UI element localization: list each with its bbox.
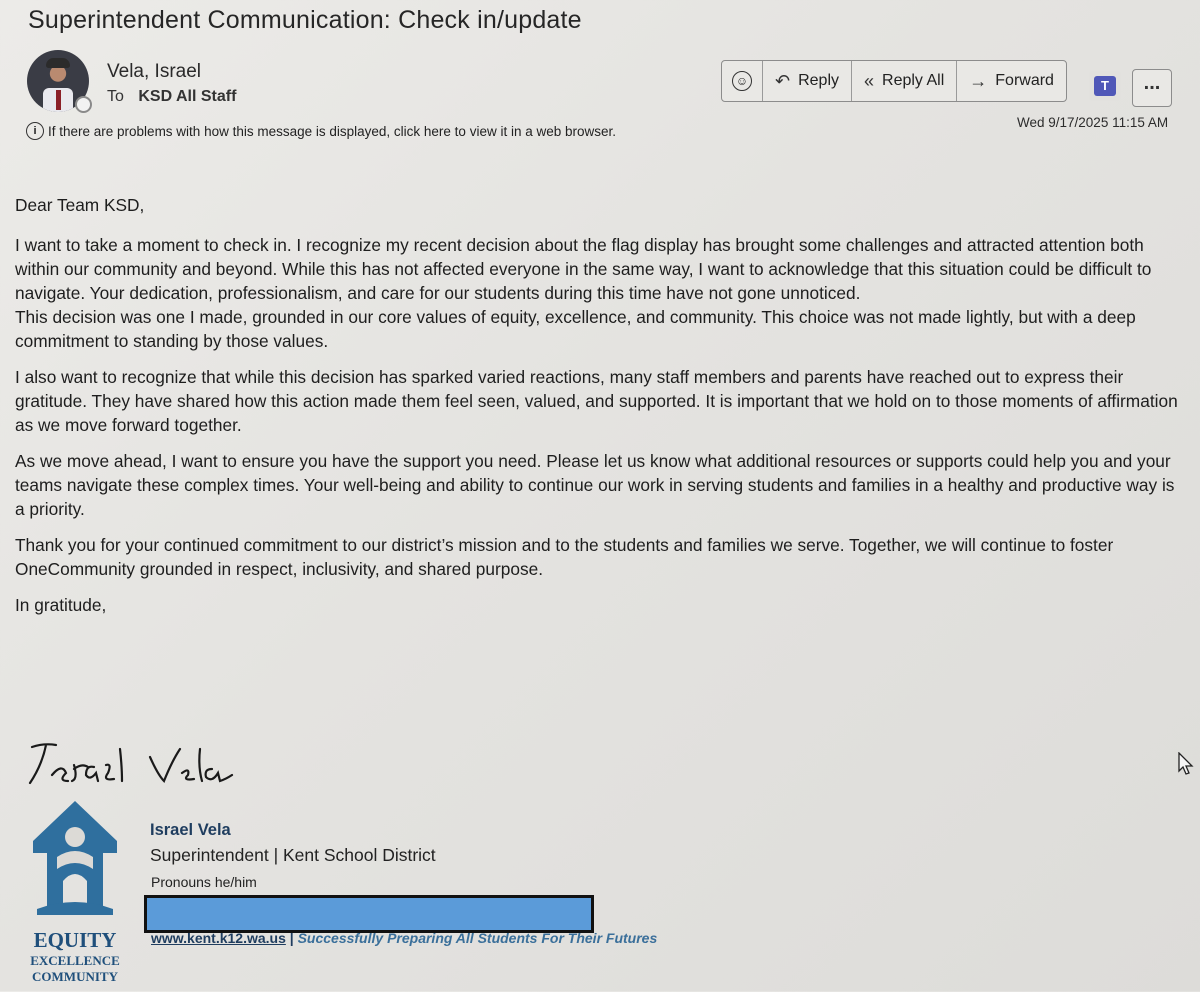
reply-all-label: Reply All [882, 72, 945, 89]
forward-button[interactable] [957, 61, 1066, 101]
forward-icon: → [969, 70, 988, 91]
mouse-cursor-icon [1178, 752, 1194, 776]
presence-status-icon [75, 96, 92, 113]
signature-links [151, 930, 657, 946]
sent-timestamp: Wed 9/17/2025 11:15 AM [1017, 115, 1169, 130]
logo-text-excellence: EXCELLENCE [30, 953, 120, 968]
greeting: Dear Team KSD, [15, 195, 145, 215]
reply-button[interactable] [763, 61, 852, 101]
to-label: To [107, 88, 124, 105]
recipient-line [107, 88, 236, 106]
district-tagline: Successfully Preparing All Students For Their Futures [297, 930, 658, 946]
reply-label: Reply [798, 72, 839, 89]
signature-pronouns: Pronouns he/him [151, 874, 257, 890]
district-logo [27, 797, 123, 982]
logo-text-equity: EQUITY [33, 928, 117, 952]
signature-title: Superintendent | Kent School District [150, 845, 436, 865]
district-website-link[interactable]: www.kent.k12.wa.us [151, 930, 286, 946]
body-paragraph: Thank you for your continued commitment to our district’s mission and to the students and families we serve. Together, we will continue to foster OneCommunity grounded in respect, inclusivity, and shared purpose. [15, 535, 1114, 579]
body-paragraph: I also want to recognize that while this decision has sparked varied reactions, many staff members and parents have reached out to express their gratitude. They have shared how this action made them feel seen, valued, and supported. It is important that we hold on to those moments of affirmation as we move forward together. [15, 367, 1178, 435]
smiley-icon: ☺ [732, 71, 752, 91]
email-body [15, 193, 1185, 629]
closing: In gratitude, [15, 595, 107, 615]
email-subject: Superintendent Communication: Check in/update [28, 6, 582, 34]
more-actions-button[interactable]: ... [1132, 69, 1172, 107]
reaction-button[interactable] [722, 61, 763, 101]
reply-icon: ↶ [775, 70, 791, 91]
redaction-box [144, 895, 594, 933]
info-bar-text[interactable]: If there are problems with how this message is displayed, click here to view it in a web browser. [48, 123, 617, 139]
signature-name: Israel Vela [150, 821, 231, 839]
logo-house-icon [27, 797, 123, 922]
link-separator: | [289, 930, 294, 946]
teams-button[interactable] [1089, 71, 1121, 101]
body-paragraph: This decision was one I made, grounded in our core values of equity, excellence, and community. This choice was not made lightly, but with a deep commitment to standing by those values. [15, 307, 1136, 351]
logo-text-community: COMMUNITY [32, 969, 118, 984]
reply-all-icon: « [864, 70, 875, 91]
teams-icon: T [1094, 76, 1116, 96]
body-paragraph: I want to take a moment to check in. I recognize my recent decision about the flag display has brought some challenges and attracted attention both within our community and beyond. While this has not affected everyone in the same way, I want to acknowledge that this situation could be difficult to navigate. Your dedication, professionalism, and care for our students during this time have not gone unnoticed. [15, 235, 1152, 303]
message-toolbar [721, 60, 1067, 102]
logo-wordmark [27, 927, 123, 987]
reply-all-button[interactable] [852, 61, 957, 101]
forward-label: Forward [995, 72, 1054, 89]
recipient-name[interactable]: KSD All Staff [138, 88, 237, 105]
info-icon: i [26, 122, 44, 140]
body-paragraph: As we move ahead, I want to ensure you have the support you need. Please let us know what additional resources or supports could help you and your teams navigate these complex times. Your well-being and ability to continue our work in serving students and families in a healthy and productive way is a priority. [15, 451, 1175, 519]
sender-name[interactable]: Vela, Israel [107, 61, 201, 82]
info-bar[interactable] [26, 122, 616, 140]
handwritten-signature [22, 735, 252, 795]
